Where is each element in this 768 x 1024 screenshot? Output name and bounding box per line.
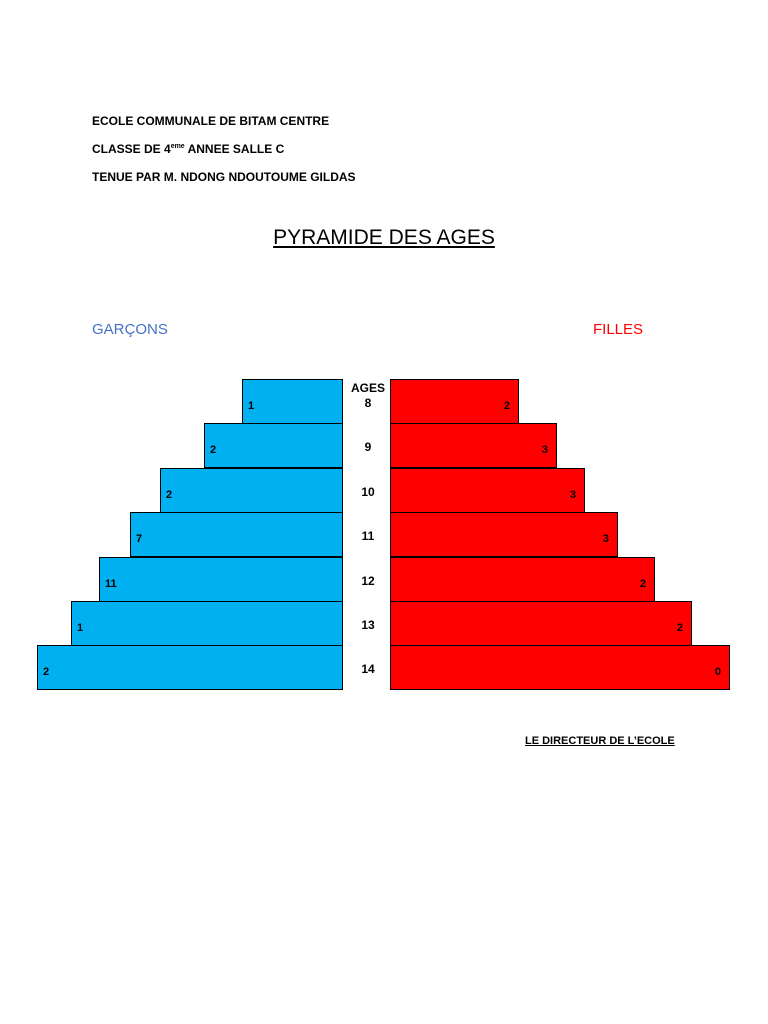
class-suffix: ANNEE SALLE C [184, 142, 285, 156]
boys-value-age-8: 1 [248, 400, 255, 412]
girls-value-age-10: 3 [569, 489, 576, 501]
ages-header: AGES [350, 381, 385, 395]
girls-value-age-11: 3 [602, 533, 609, 545]
teacher-line: TENUE PAR M. NDONG NDOUTOUME GILDAS [92, 170, 356, 184]
age-label-11: 11 [361, 529, 375, 543]
boys-value-age-14: 2 [43, 666, 50, 678]
boys-value-age-9: 2 [210, 444, 217, 456]
age-label-9: 9 [364, 440, 372, 454]
age-label-10: 10 [361, 485, 375, 499]
girls-label: FILLES [593, 321, 644, 338]
boys-bar-age-12 [99, 557, 343, 602]
school-name: ECOLE COMMUNALE DE BITAM CENTRE [92, 114, 330, 128]
age-label-12: 12 [361, 574, 375, 588]
director-signature-label: LE DIRECTEUR DE L’ECOLE [525, 735, 675, 747]
boys-label: GARÇONS [92, 321, 168, 338]
class-superscript: eme [170, 143, 185, 150]
boys-value-age-13: 1 [77, 622, 84, 634]
class-prefix: CLASSE DE 4 [92, 142, 171, 156]
boys-bar-age-10 [160, 468, 343, 513]
girls-bar-age-8 [390, 379, 519, 424]
girls-value-age-8: 2 [503, 400, 510, 412]
girls-bar-age-9 [390, 423, 557, 468]
girls-value-age-13: 2 [676, 622, 683, 634]
page-title: PYRAMIDE DES AGES [273, 226, 495, 249]
girls-value-age-14: 0 [714, 666, 721, 678]
boys-bar-age-8 [242, 379, 343, 424]
class-line [92, 142, 284, 156]
age-label-13: 13 [361, 618, 375, 632]
age-label-8: 8 [364, 396, 372, 410]
girls-bar-age-13 [390, 601, 692, 646]
boys-bar-age-9 [204, 423, 343, 468]
girls-bar-age-10 [390, 468, 585, 513]
boys-bar-age-13 [71, 601, 343, 646]
girls-bar-age-12 [390, 557, 655, 602]
boys-value-age-12: 11 [105, 578, 117, 590]
boys-bar-age-14 [37, 645, 343, 690]
girls-value-age-9: 3 [541, 444, 548, 456]
girls-bar-age-11 [390, 512, 618, 557]
boys-bar-age-11 [130, 512, 343, 557]
boys-value-age-11: 7 [136, 533, 143, 545]
boys-value-age-10: 2 [166, 489, 173, 501]
girls-value-age-12: 2 [639, 578, 646, 590]
girls-bar-age-14 [390, 645, 730, 690]
age-label-14: 14 [361, 662, 375, 676]
